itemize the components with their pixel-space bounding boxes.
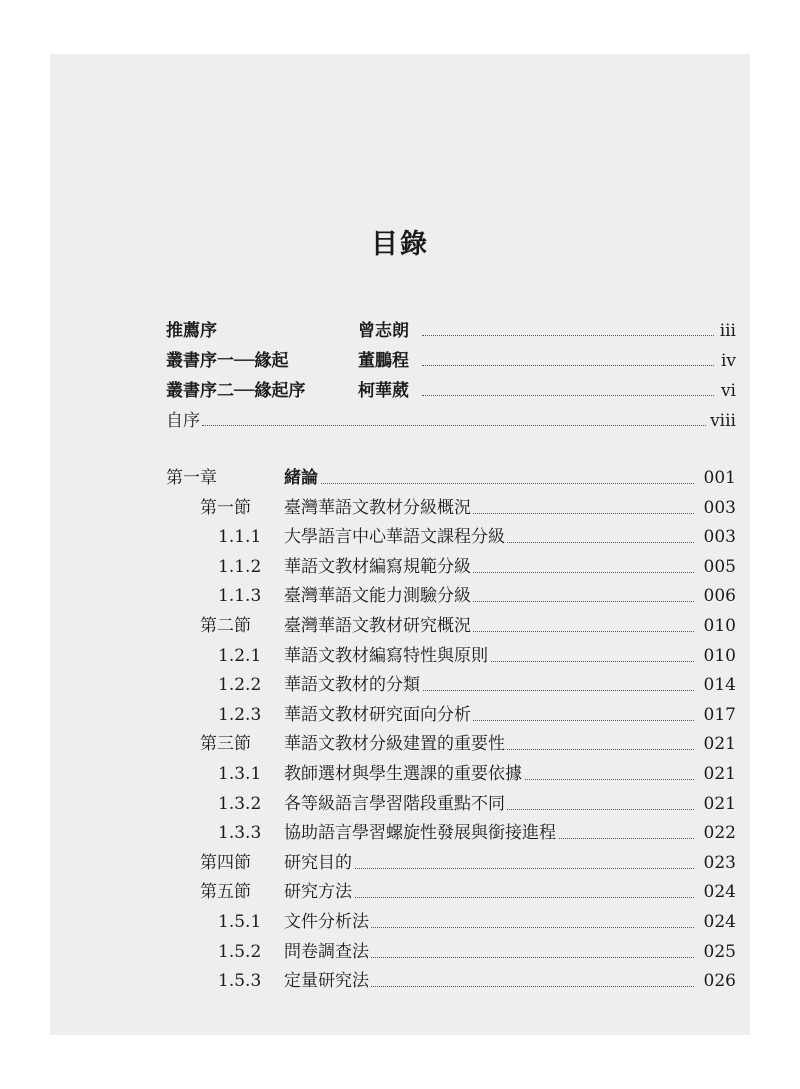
toc-entry [166,642,736,672]
page-number: 003 [703,527,736,548]
toc-entry-number: 1.3.3 [218,823,262,844]
dot-leader [422,335,714,336]
toc-entry-title: 定量研究法 [284,967,371,997]
toc-entry-number: 1.5.2 [218,941,262,962]
page-number: 021 [703,793,736,814]
toc-entry-title: 教師選材與學生選課的重要依據 [284,760,524,790]
page-number: iv [720,351,736,371]
page-number: 001 [703,468,736,488]
toc-entry-title: 研究方法 [284,878,354,908]
toc-entry-title: 各等級語言學習階段重點不同 [284,790,507,820]
page-number: 014 [703,675,736,696]
toc-entry-title: 華語文教材編寫規範分級 [284,553,473,583]
toc-entry-number: 1.3.2 [218,793,262,814]
toc-entry-number: 1.5.1 [218,911,262,932]
page-number: 024 [703,882,736,903]
toc-entry-title: 臺灣華語文能力測驗分級 [284,582,473,612]
toc-entry-title: 大學語言中心華語文課程分級 [284,523,507,553]
toc-entry [166,730,736,760]
toc-entry-number: 1.2.1 [218,645,262,666]
toc-entry [166,790,736,820]
toc-entry-number: 1.1.1 [218,527,262,548]
toc-entry [166,464,736,494]
toc-entry-number: 1.1.2 [218,556,262,577]
toc-entry [166,612,736,642]
book-page [50,54,750,1035]
toc-entry [166,671,736,701]
toc-entry-number: 第二節 [200,615,251,636]
page-number: 022 [703,823,736,844]
page-number: vi [720,381,736,401]
toc-entry-number: 第一章 [166,468,217,488]
toc-entry-number: 1.2.2 [218,675,262,696]
toc-entry-title: 研究目的 [284,849,354,879]
toc-list [166,464,736,997]
toc-entry-title: 華語文教材的分類 [284,671,422,701]
dot-leader [284,483,694,484]
front-matter-label: 推薦序 [166,321,217,341]
page-title: 目錄 [371,229,429,260]
toc-entry-title: 協助語言學習螺旋性發展與銜接進程 [284,819,558,849]
front-matter-author: 董鵬程 [358,351,409,371]
page-number: 010 [703,645,736,666]
toc-entry [166,819,736,849]
page-number: 003 [703,497,736,518]
page-number: iii [719,321,736,341]
front-matter-item [166,376,736,406]
toc-entry-title: 華語文教材分級建置的重要性 [284,730,507,760]
toc-entry [166,494,736,524]
toc-entry-number: 第五節 [200,882,251,903]
toc-entry-number: 第四節 [200,852,251,873]
page-number: 023 [703,852,736,873]
dot-leader [202,425,706,426]
front-matter-item [166,346,736,376]
toc-entry [166,582,736,612]
front-matter-author: 柯華葳 [358,381,409,401]
toc-entry-title: 臺灣華語文教材研究概況 [284,612,473,642]
toc-entry [166,967,736,997]
toc-entry [166,849,736,879]
page-number: 017 [703,704,736,725]
page-number: 010 [703,615,736,636]
front-matter-author: 曾志朗 [358,321,409,341]
page-number: 021 [703,734,736,755]
toc-entry-title: 文件分析法 [284,908,371,938]
page-number: 024 [703,911,736,932]
toc-entry-number: 1.5.3 [218,971,262,992]
toc-entry-title: 華語文教材編寫特性與原則 [284,642,490,672]
toc-entry [166,908,736,938]
toc-entry-number: 第一節 [200,497,251,518]
page-number: 005 [703,556,736,577]
front-matter-item [166,406,736,436]
toc-entry-number: 1.1.3 [218,586,262,607]
dot-leader [422,365,714,366]
front-matter-label: 叢書序二──緣起序 [166,381,306,401]
toc-entry [166,701,736,731]
front-matter-label: 叢書序一──緣起 [166,351,289,371]
page-number: 021 [703,763,736,784]
toc-entry-number: 1.3.1 [218,763,262,784]
toc-entry-title: 緒論 [284,464,320,494]
toc-entry [166,938,736,968]
front-matter-list [166,316,736,436]
front-matter-label: 自序 [166,411,200,431]
toc-entry-title: 臺灣華語文教材分級概況 [284,494,473,524]
toc-entry [166,523,736,553]
toc-entry [166,878,736,908]
toc-entry-title: 華語文教材研究面向分析 [284,701,473,731]
page-number: 025 [703,941,736,962]
toc-entry-title: 問卷調查法 [284,938,371,968]
front-matter-item [166,316,736,346]
toc-entry [166,553,736,583]
dot-leader [422,395,714,396]
toc-entry-number: 1.2.3 [218,704,262,725]
page-number: 026 [703,971,736,992]
page-number: 006 [703,586,736,607]
toc-entry [166,760,736,790]
page-number: viii [710,411,736,431]
toc-entry-number: 第三節 [200,734,251,755]
